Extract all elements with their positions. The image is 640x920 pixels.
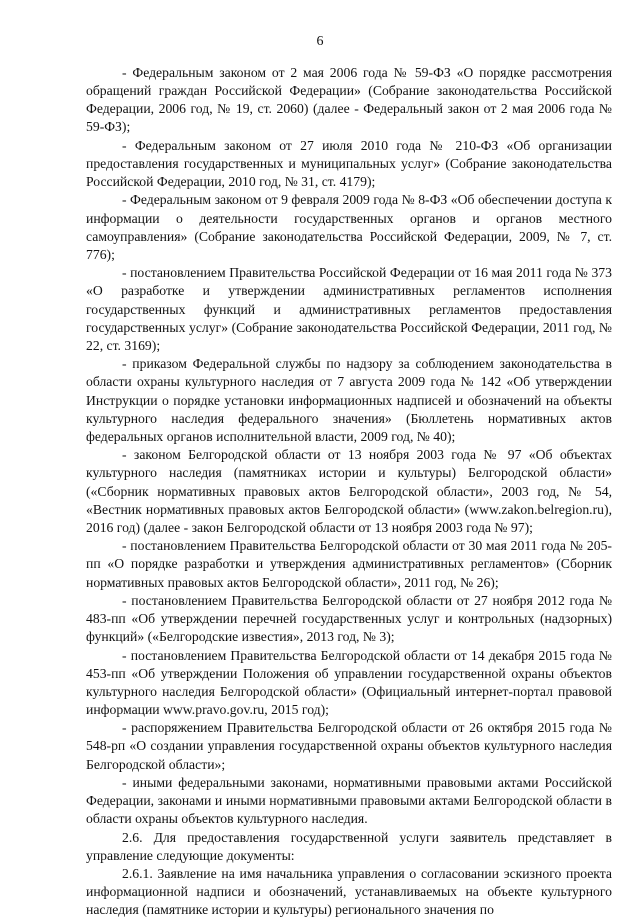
paragraph-order-548-rp: - распоряжением Правительства Белгородской области от 26 октября 2015 года № 548-рп «О создании управления государственной охраны объектов культурного наследия Белгородской области»;: [86, 720, 612, 772]
paragraph-section-2-6-1: 2.6.1. Заявление на имя начальника управления о согласовании эскизного проекта информационной надписи и обозначений, устанавливаемых на объекте культурного наследия (памятнике истории и культуры) регионального значения по: [86, 866, 612, 918]
paragraph-decree-205-pp: - постановлением Правительства Белгородской области от 30 мая 2011 года № 205-пп «О порядке разработки и утверждения административных регламентов» (Сборник нормативных правовых актов Белгородской области», 2011 год, № 26);: [86, 538, 612, 590]
paragraph-law-8-fz: - Федеральным законом от 9 февраля 2009 года № 8-ФЗ «Об обеспечении доступа к информации о деятельности государственных органов и органов местного самоуправления» (Собрание законодательства Российской Федерации, 2009, № 7, ст. 776);: [86, 192, 612, 262]
paragraph-section-2-6: 2.6. Для предоставления государственной услуги заявитель представляет в управление следующие документы:: [86, 829, 612, 863]
paragraph-decree-453-pp: - постановлением Правительства Белгородской области от 14 декабря 2015 года № 453-пп «Об утверждении Положения об управлении государственной охраны объектов культурного наследия Белгородской области» (Официальный интернет-портал правовой информации www.pravo.gov.ru, 2015 год);: [86, 647, 612, 717]
paragraph-regional-law-97: - законом Белгородской области от 13 ноября 2003 года № 97 «Об объектах культурного наследия (памятниках истории и культуры) Белгородской области» («Сборник нормативных правовых актов Белгородской области», 2003 год, № 54, «Вестник нормативных правовых актов Белгородской области» (www.zakon.belregion.ru), 2016 год) (далее - закон Белгородской области от 13 ноября 2003 года № 97);: [86, 447, 612, 535]
paragraph-law-59-fz: - Федеральным законом от 2 мая 2006 года № 59-ФЗ «О порядке рассмотрения обращений граждан Российской Федерации» (Собрание законодательства Российской Федерации, 2006 год, № 19, ст. 2060) (далее - Федеральный закон от 2 мая 2006 года № 59-ФЗ);: [86, 65, 612, 135]
paragraph-order-142: - приказом Федеральной службы по надзору за соблюдением законодательства в области охраны культурного наследия от 7 августа 2009 года № 142 «Об утверждении Инструкции о порядке установки информационных надписей и обозначений на объекты культурного наследия федерального значения» (Бюллетень нормативных актов федеральных органов исполнительной власти, 2009 год, № 40);: [86, 356, 612, 444]
paragraph-law-210-fz: - Федеральным законом от 27 июля 2010 года № 210-ФЗ «Об организации предоставления государственных и муниципальных услуг» (Собрание законодательства Российской Федерации, 2010 год, № 31, ст. 4179);: [86, 137, 612, 190]
paragraph-decree-373: - постановлением Правительства Российской Федерации от 16 мая 2011 года № 373 «О разработке и утверждении административных регламентов исполнения государственных функций и административных регламентов предоставления государственных услуг» (Собрание законодательства Российской Федерации, 2011 год, № 22, ст. 3169);: [86, 265, 612, 353]
paragraph-other-acts: - иными федеральными законами, нормативными правовыми актами Российской Федерации, законами и иными нормативными правовыми актами Белгородской области в области охраны объектов культурного наследия.: [86, 774, 612, 827]
page-number: 6: [316, 34, 324, 49]
document-body: [86, 64, 612, 920]
paragraph-decree-483-pp: - постановлением Правительства Белгородской области от 27 ноября 2012 года № 483-пп «Об утверждении перечней государственных услуг и контрольных (надзорных) функций» («Белгородские известия», 2013 год, № 3);: [86, 592, 612, 645]
